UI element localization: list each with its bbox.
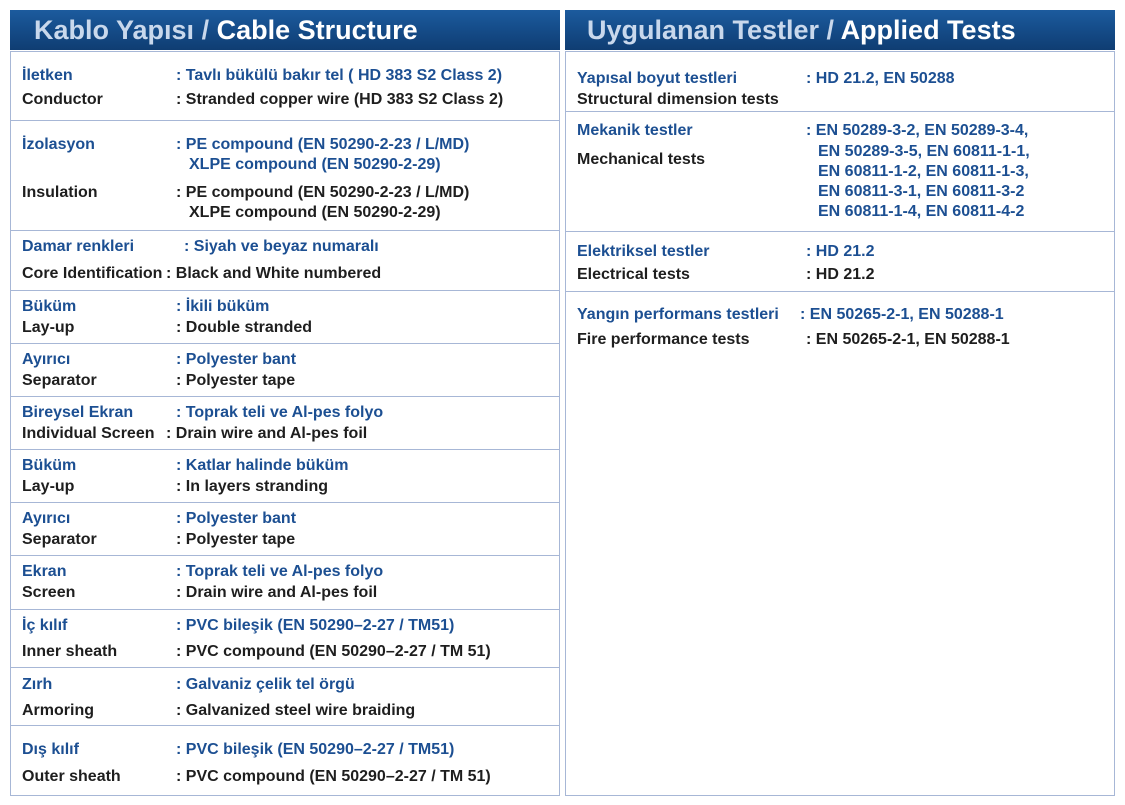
tr-label: Yangın performans testleri [577,306,779,323]
mechanical-standard-line: EN 60811-1-2, EN 60811-1-3, [818,163,1029,180]
applied-tests-panel [565,51,1115,796]
structure-row-separator-2 [11,503,559,556]
structure-row-inner-sheath [11,610,559,668]
en-label: Core Identification [22,265,163,282]
tr-label: Zırh [22,676,53,693]
en-label: Screen [22,584,76,601]
structure-row-armoring [11,668,559,726]
en-value: : Galvanized steel wire braiding [176,702,416,719]
tr-value: : Toprak teli ve Al-pes folyo [176,563,384,580]
test-row-electrical [566,232,1114,292]
tr-value: : İkili büküm [176,298,270,315]
tr-value: : Polyester bant [176,510,297,527]
test-row-fire-performance [566,292,1114,795]
tr-value: : Siyah ve beyaz numaralı [184,238,379,255]
en-value-2: XLPE compound (EN 50290-2-29) [189,204,441,221]
structure-row-lay-up [11,291,559,344]
cable-structure-title-tr: Kablo Yapısı / [34,15,210,45]
structure-row-screen [11,556,559,610]
tr-value: : Tavlı bükülü bakır tel ( HD 383 S2 Class 2) [176,67,503,84]
en-value: : HD 21.2 [806,266,875,283]
tr-value: : PE compound (EN 50290-2-23 / L/MD) [176,136,470,153]
en-label: Lay-up [22,478,75,495]
structure-row-conductor [11,52,559,121]
tr-value: : HD 21.2, EN 50288 [806,70,955,87]
tr-label: İletken [22,67,73,84]
tr-value: : Galvaniz çelik tel örgü [176,676,355,693]
structure-row-outer-sheath [11,726,559,795]
cable-structure-title-en: Cable Structure [216,15,418,45]
en-value: : Stranded copper wire (HD 383 S2 Class 2) [176,91,504,108]
tr-label: Büküm [22,457,77,474]
tr-label: Damar renkleri [22,238,135,255]
tr-label: İzolasyon [22,136,95,153]
mechanical-standard-line: EN 60811-1-4, EN 60811-4-2 [818,203,1025,220]
tr-label: Dış kılıf [22,741,79,758]
tr-value: : HD 21.2 [806,243,875,260]
tr-label: Büküm [22,298,77,315]
en-label: Structural dimension tests [577,91,779,108]
mechanical-standard-line: EN 60811-3-1, EN 60811-3-2 [818,183,1025,200]
en-label: Individual Screen [22,425,155,442]
en-value: : PVC compound (EN 50290–2-27 / TM 51) [176,643,491,660]
cable-structure-panel [10,51,560,796]
tr-value: : PVC bileşik (EN 50290–2-27 / TM51) [176,741,455,758]
tr-label: İç kılıf [22,617,68,634]
test-row-mechanical [566,112,1114,232]
en-label: Lay-up [22,319,75,336]
en-label: Insulation [22,184,98,201]
en-label: Separator [22,372,97,389]
en-value: : Polyester tape [176,372,296,389]
en-value: : PE compound (EN 50290-2-23 / L/MD) [176,184,470,201]
tr-value-2: XLPE compound (EN 50290-2-29) [189,156,441,173]
cable-structure-header [10,10,560,50]
en-label: Inner sheath [22,643,118,660]
tr-label: Yapısal boyut testleri [577,70,738,87]
en-label: Conductor [22,91,103,108]
tr-value: : Katlar halinde büküm [176,457,349,474]
applied-tests-title-tr: Uygulanan Testler / [587,15,835,45]
applied-tests-header [565,10,1115,50]
tr-label: Ayırıcı [22,351,71,368]
tr-label: Mekanik testler [577,122,693,139]
tr-label: Elektriksel testler [577,243,710,260]
en-value: : Drain wire and Al-pes foil [166,425,368,442]
mechanical-standard-line: EN 50289-3-5, EN 60811-1-1, [818,143,1030,160]
en-label: Electrical tests [577,266,690,283]
tr-value: : PVC bileşik (EN 50290–2-27 / TM51) [176,617,455,634]
en-label: Fire performance tests [577,331,750,348]
tr-label: Bireysel Ekran [22,404,134,421]
structure-row-individual-screen [11,397,559,450]
en-value: : In layers stranding [176,478,329,495]
tr-label: Ekran [22,563,67,580]
en-value: : PVC compound (EN 50290–2-27 / TM 51) [176,768,491,785]
structure-row-insulation [11,121,559,231]
en-label: Outer sheath [22,768,121,785]
en-value: : Black and White numbered [166,265,382,282]
en-value: : Double stranded [176,319,313,336]
tr-value: : EN 50289-3-2, EN 50289-3-4, [806,122,1029,139]
test-row-structural-dimension [566,52,1114,112]
en-value: : EN 50265-2-1, EN 50288-1 [806,331,1010,348]
applied-tests-title-en: Applied Tests [840,15,1016,45]
structure-row-lay-up-layers [11,450,559,503]
en-label: Mechanical tests [577,151,706,168]
en-value: : Drain wire and Al-pes foil [176,584,378,601]
en-label: Separator [22,531,97,548]
en-value: : Polyester tape [176,531,296,548]
en-label: Armoring [22,702,94,719]
structure-row-core-identification [11,231,559,291]
tr-label: Ayırıcı [22,510,71,527]
tr-value: : Toprak teli ve Al-pes folyo [176,404,384,421]
structure-row-separator [11,344,559,397]
tr-value: : Polyester bant [176,351,297,368]
tr-value: : EN 50265-2-1, EN 50288-1 [800,306,1004,323]
